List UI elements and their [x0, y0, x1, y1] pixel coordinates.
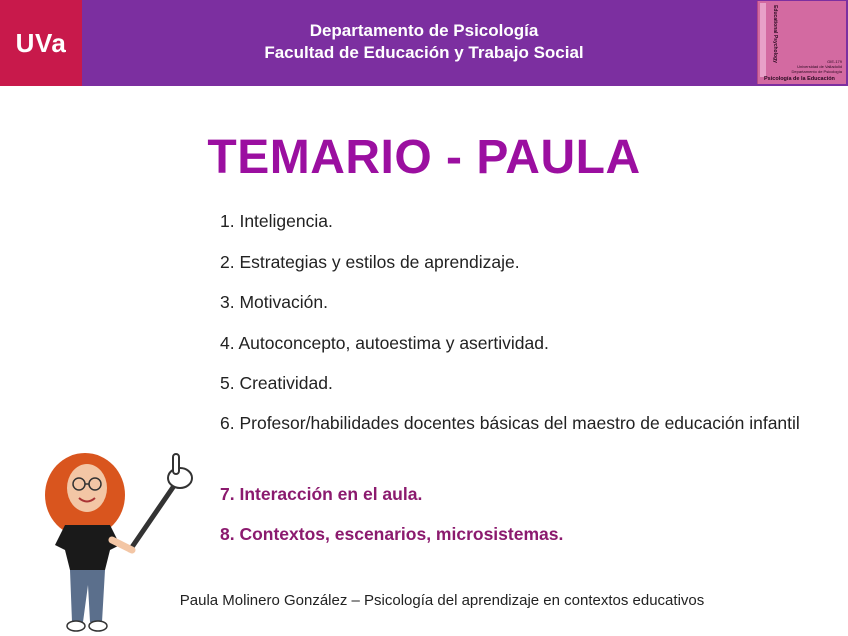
uva-logo: UVa [0, 0, 82, 86]
book-credits [792, 59, 842, 74]
topic-item: 4. Autoconcepto, autoestima y asertividad. [220, 332, 549, 353]
footer-credit: Paula Molinero González – Psicología del aprendizaje en contextos educativos [179, 592, 705, 609]
topic-list [220, 208, 820, 562]
header-bar [0, 0, 848, 86]
topic-item: 3. Motivación. [220, 292, 328, 312]
topic-item-highlighted: 7. Interacción en el aula. [220, 483, 423, 504]
header-title [100, 20, 748, 64]
book-cover-image [757, 1, 846, 84]
book-spine [760, 3, 766, 77]
topic-item: 1. Inteligencia. [220, 211, 333, 231]
book-title: Psicología de la Educación [764, 76, 835, 82]
topic-item: 5. Creatividad. [220, 373, 333, 393]
book-vertical-text: Educational Psychology [771, 5, 778, 63]
topic-item: 2. Estrategias y estilos de aprendizaje. [220, 251, 520, 272]
department-name: Departamento de Psicología [309, 21, 539, 40]
book-university: Universidad de Valladolid [797, 64, 842, 69]
book-code: GIE-179 [827, 59, 842, 64]
topic-item: 6. Profesor/habilidades docentes básicas del maestro de educación infantil [220, 412, 800, 433]
page-title: TEMARIO - PAULA [207, 131, 641, 184]
faculty-name: Facultad de Educación y Trabajo Social [264, 43, 584, 62]
topic-item-highlighted: 8. Contextos, escenarios, microsistemas. [220, 524, 564, 544]
book-dept: Departamento de Psicología [791, 69, 842, 74]
